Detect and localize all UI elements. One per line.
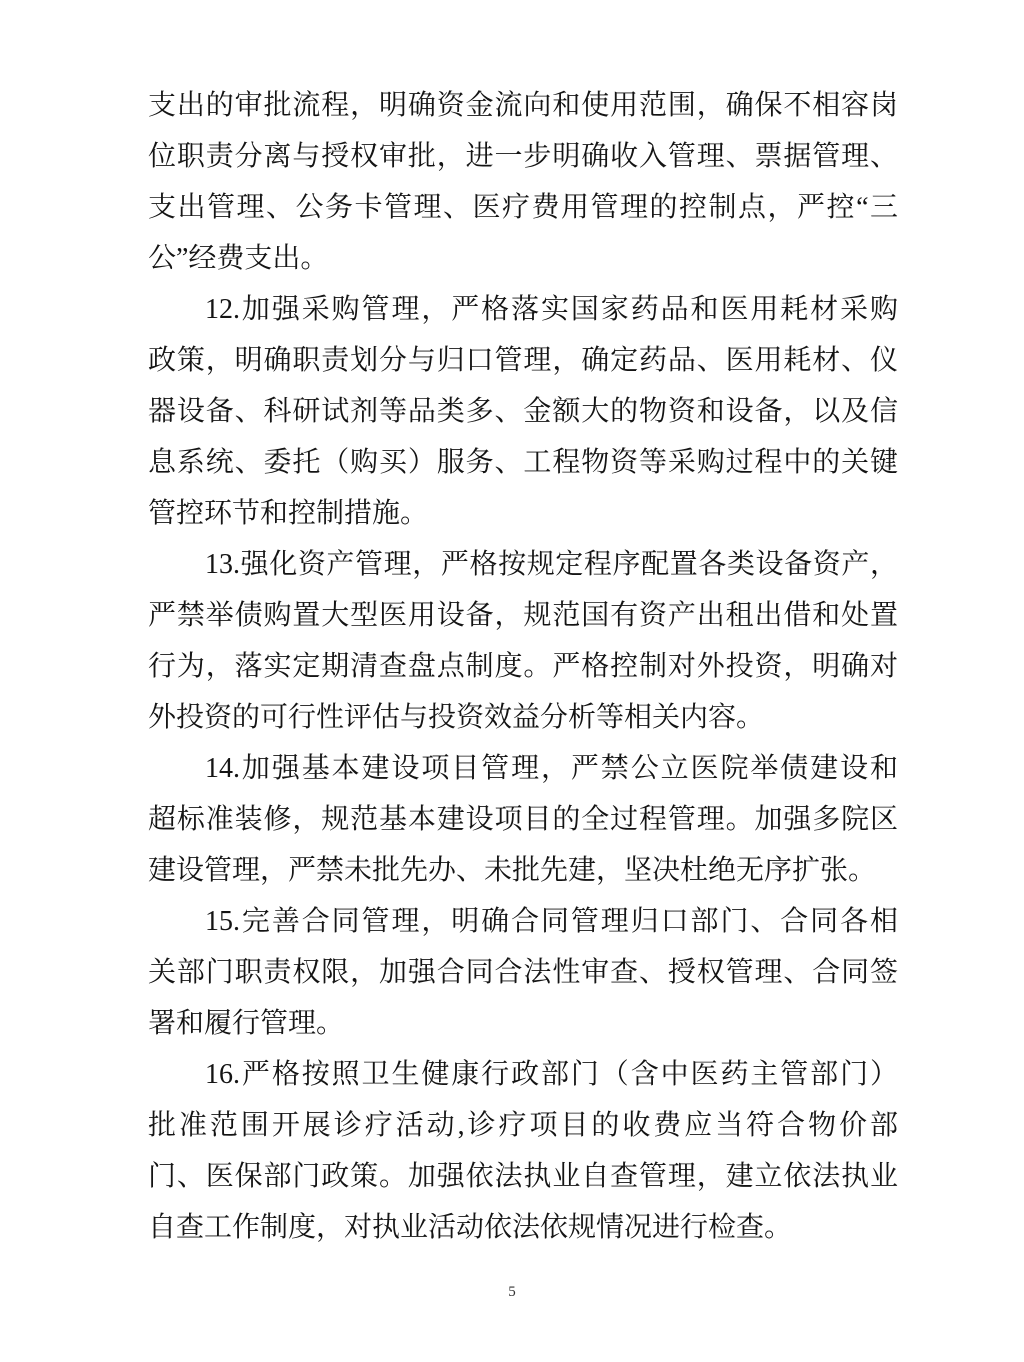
text-line: 关部门职责权限，加强合同合法性审查、授权管理、合同签 bbox=[148, 957, 898, 988]
text-line: 自查工作制度，对执业活动依法依规情况进行检查。 bbox=[148, 1212, 793, 1243]
document-content bbox=[148, 80, 898, 1253]
text-line: 公”经费支出。 bbox=[148, 243, 329, 274]
text-line: 器设备、科研试剂等品类多、金额大的物资和设备，以及信 bbox=[148, 396, 898, 427]
paragraph bbox=[148, 284, 898, 539]
page-number: 5 bbox=[508, 1284, 516, 1300]
text-line: 息系统、委托（购买）服务、工程物资等采购过程中的关键 bbox=[148, 447, 898, 478]
text-line: 管控环节和控制措施。 bbox=[148, 498, 429, 529]
text-line: 13.强化资产管理，严格按规定程序配置各类设备资产， bbox=[205, 549, 898, 580]
text-line: 位职责分离与授权审批，进一步明确收入管理、票据管理、 bbox=[148, 141, 898, 172]
text-line: 行为，落实定期清查盘点制度。严格控制对外投资，明确对 bbox=[148, 651, 898, 682]
text-line: 15.完善合同管理，明确合同管理归口部门、合同各相 bbox=[205, 906, 898, 937]
text-line: 支出的审批流程，明确资金流向和使用范围，确保不相容岗 bbox=[148, 90, 898, 121]
text-line: 14.加强基本建设项目管理，严禁公立医院举债建设和 bbox=[205, 753, 898, 784]
text-line: 署和履行管理。 bbox=[148, 1008, 345, 1039]
text-line: 16.严格按照卫生健康行政部门（含中医药主管部门） bbox=[205, 1059, 898, 1090]
text-line: 12.加强采购管理，严格落实国家药品和医用耗材采购 bbox=[205, 294, 898, 325]
text-line: 门、医保部门政策。加强依法执业自查管理，建立依法执业 bbox=[148, 1161, 898, 1192]
paragraph bbox=[148, 743, 898, 896]
text-line: 政策，明确职责划分与归口管理，确定药品、医用耗材、仪 bbox=[148, 345, 898, 376]
text-line: 建设管理，严禁未批先办、未批先建，坚决杜绝无序扩张。 bbox=[148, 855, 877, 886]
text-line: 超标准装修，规范基本建设项目的全过程管理。加强多院区 bbox=[148, 804, 898, 835]
text-line: 支出管理、公务卡管理、医疗费用管理的控制点，严控“三 bbox=[148, 192, 898, 223]
paragraph bbox=[148, 1049, 898, 1253]
text-line: 批准范围开展诊疗活动,诊疗项目的收费应当符合物价部 bbox=[148, 1110, 898, 1141]
text-line: 外投资的可行性评估与投资效益分析等相关内容。 bbox=[148, 702, 765, 733]
paragraph bbox=[148, 539, 898, 743]
paragraph bbox=[148, 896, 898, 1049]
paragraph bbox=[148, 80, 898, 284]
text-line: 严禁举债购置大型医用设备，规范国有资产出租出借和处置 bbox=[148, 600, 898, 631]
